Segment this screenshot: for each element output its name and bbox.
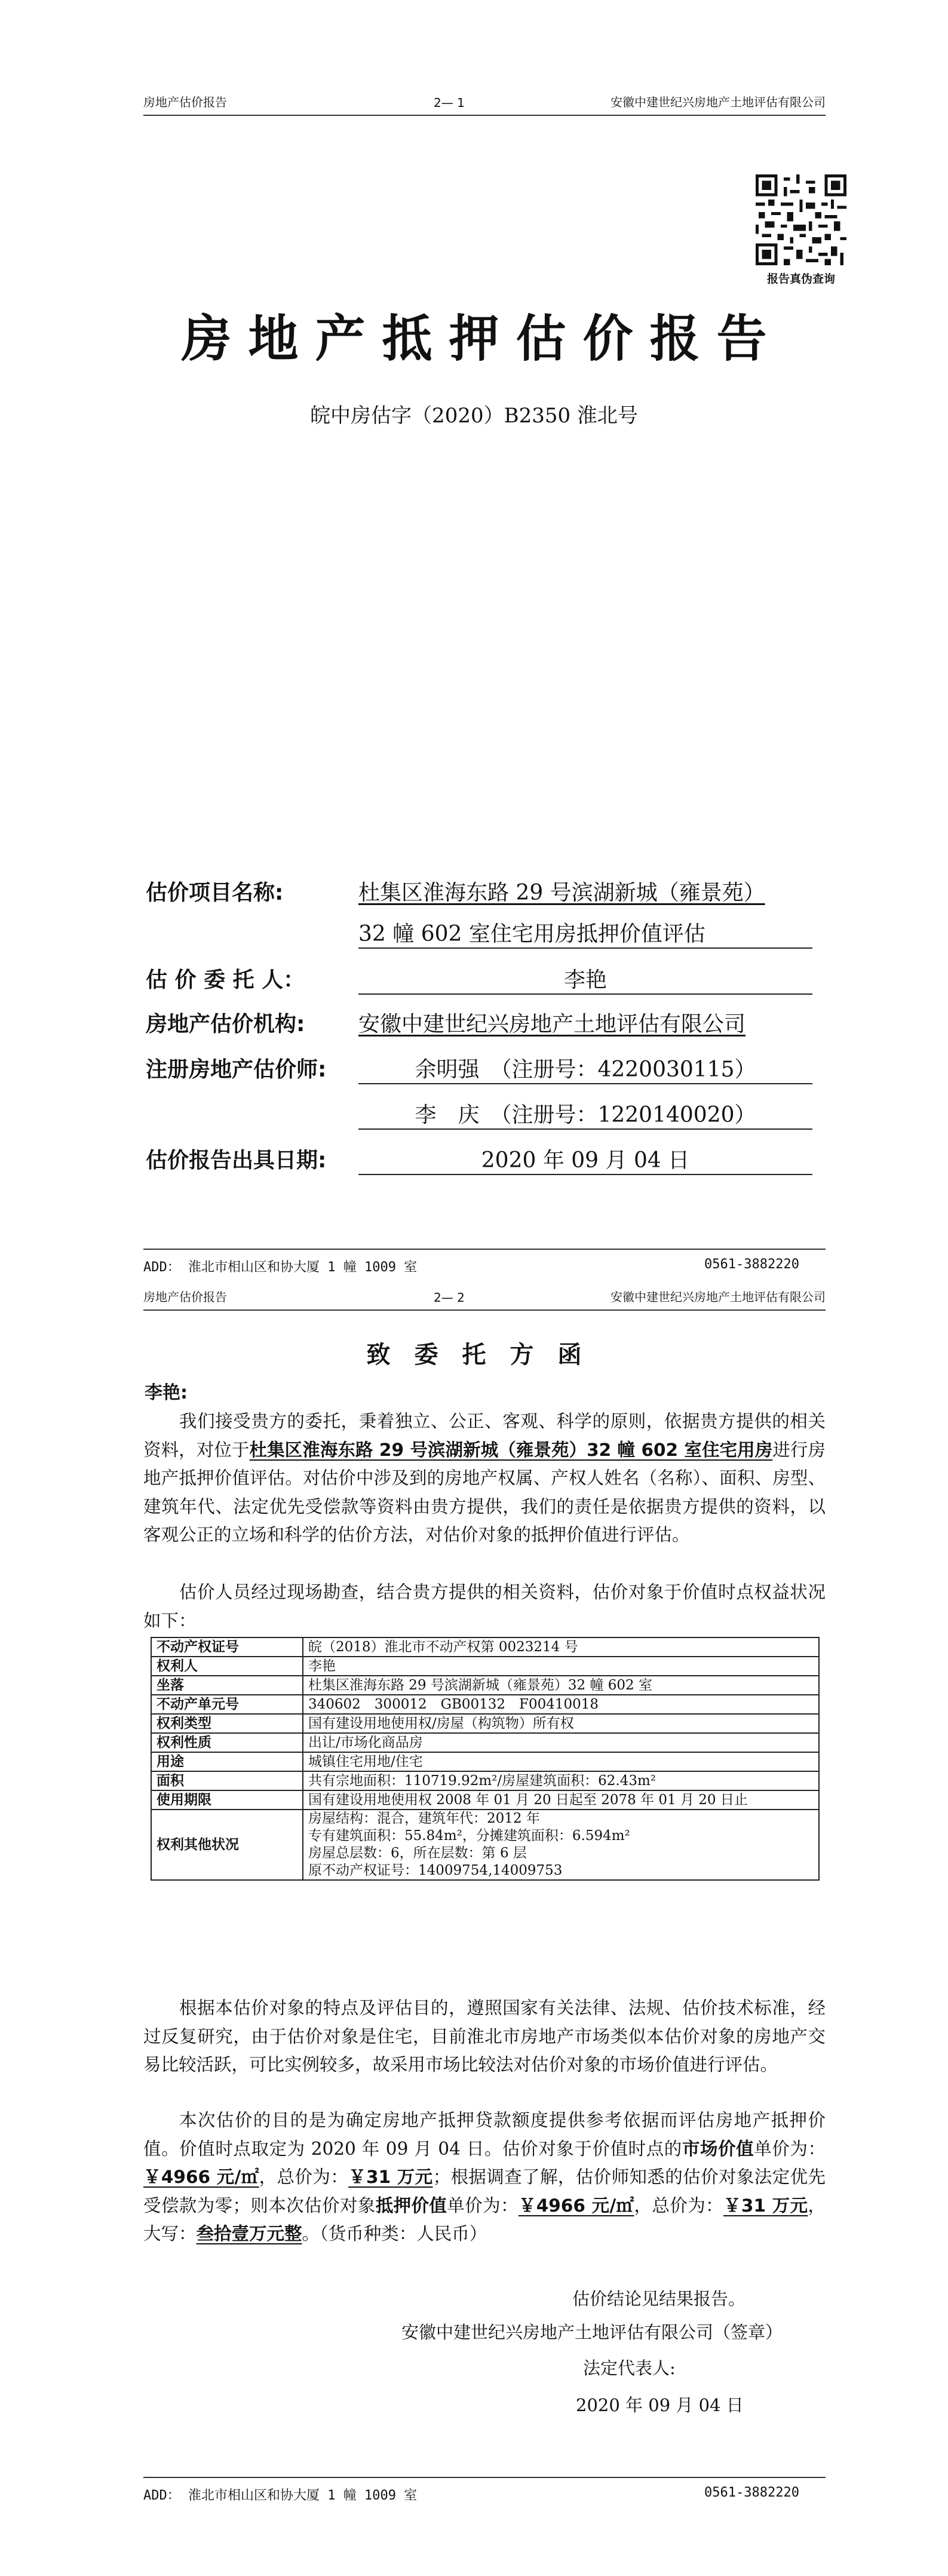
table-key: 权利类型 [151, 1714, 303, 1733]
table-key: 使用期限 [151, 1790, 303, 1810]
paragraph-4 [143, 2106, 826, 2249]
table-row [151, 1733, 819, 1752]
signing-company: 安徽中建世纪兴房地产土地评估有限公司（签章） [401, 2322, 783, 2342]
table-key: 权利其他状况 [151, 1810, 303, 1880]
project-name-label: 估价项目名称: [146, 881, 284, 905]
p4-mortgage-unit-price: ￥4966 元/㎡ [518, 2195, 634, 2216]
table-value-line: 国有建设用地使用权/房屋（构筑物）所有权 [308, 1715, 574, 1731]
client-value: 李艳 [358, 963, 812, 995]
appraiser-2: 李 庆 （注册号：1220140020） [358, 1098, 812, 1130]
table-value [303, 1771, 819, 1790]
table-value-line: 房屋结构：混合，建筑年代：2012 年 [308, 1811, 540, 1826]
p4-text-k: ，总价为： [634, 2195, 724, 2216]
table-key: 用途 [151, 1752, 303, 1771]
footer-address: ADD： 淮北市相山区和协大厦 1 幢 1009 室 [143, 2488, 418, 2503]
table-key: 权利性质 [151, 1733, 303, 1752]
project-name-line2: 32 幢 602 室住宅用房抵押价值评估 [358, 917, 812, 949]
p4-text-m: ，大写： [143, 2195, 826, 2244]
table-row [151, 1790, 819, 1810]
table-value-line: 340602 300012 GB00132 F00410018 [308, 1696, 599, 1712]
report-date-value: 2020 年 09 月 04 日 [358, 1143, 812, 1175]
table-row [151, 1637, 819, 1657]
table-value-line: 城镇住宅用地/住宅 [308, 1753, 423, 1770]
p4-text-e: ，总价为： [259, 2167, 349, 2187]
table-value-line: 国有建设用地使用权 2008 年 01 月 20 日起至 2078 年 01 月 20 日止 [308, 1792, 748, 1808]
header-left: 房地产估价报告 [143, 1290, 227, 1304]
table-row [151, 1657, 819, 1676]
table-value-line: 李艳 [308, 1658, 336, 1674]
p4-market-total-price: ￥31 万元 [348, 2167, 433, 2187]
p1-property-address: 杜集区淮海东路 29 号滨湖新城（雍景苑）32 幢 602 室住宅用房 [249, 1439, 773, 1460]
table-value [303, 1733, 819, 1752]
report-title: 房地产抵押估价报告 [181, 309, 784, 368]
table-value [303, 1790, 819, 1810]
legal-representative-label: 法定代表人: [583, 2358, 676, 2378]
table-value [303, 1695, 819, 1714]
table-value-line: 共有宗地面积：110719.92m²/房屋建筑面积：62.43m² [308, 1772, 656, 1789]
header-left: 房地产估价报告 [143, 95, 227, 109]
footer-address: ADD： 淮北市相山区和协大厦 1 幢 1009 室 [143, 1260, 418, 1275]
report-number: 皖中房估字（2020）B2350 淮北号 [310, 404, 638, 428]
appraiser-label: 注册房地产估价师: [146, 1057, 327, 1082]
p4-market-value-label: 市场价值 [682, 2138, 754, 2159]
header-page-number: 2— 1 [434, 96, 465, 110]
table-value [303, 1637, 819, 1657]
signing-date: 2020 年 09 月 04 日 [576, 2395, 744, 2415]
table-value [303, 1810, 819, 1880]
table-key: 不动产单元号 [151, 1695, 303, 1714]
p4-mortgage-total-price: ￥31 万元 [723, 2195, 808, 2216]
table-row [151, 1810, 819, 1880]
p4-amount-in-words: 叁拾壹万元整 [196, 2224, 302, 2244]
footer-phone: 0561-3882220 [704, 2485, 799, 2500]
table-key: 权利人 [151, 1657, 303, 1676]
paragraph-3: 根据本估价对象的特点及评估目的，遵照国家有关法律、法规、估价技术标准，经过反复研究，由于估价对象是住宅，目前淮北市房地产市场类似本估价对象的房地产交易比较活跃，可比实例较多，故采用市场比较法对估价对象的市场价值进行评估。 [143, 1998, 826, 2075]
p4-mortgage-value-label: 抵押价值 [375, 2195, 447, 2216]
table-value-line: 专有建筑面积：55.84m²，分摊建筑面积：6.594m² [308, 1828, 630, 1844]
appraiser-1: 余明强 （注册号：4220030115） [358, 1053, 812, 1084]
p4-text-o: 。（货币种类：人民币） [302, 2224, 487, 2244]
table-value-line: 房屋总层数：6，所在层数：第 6 层 [308, 1845, 527, 1861]
paragraph-2: 估价人员经过现场勘查，结合贵方提供的相关资料，估价对象于价值时点权益状况如下： [143, 1582, 826, 1631]
project-name-line1: 杜集区淮海东路 29 号滨湖新城（雍景苑） [358, 881, 765, 905]
header-company: 安徽中建世纪兴房地产土地评估有限公司 [610, 95, 826, 109]
table-value [303, 1657, 819, 1676]
table-value-line: 皖（2018）淮北市不动产权第 0023214 号 [308, 1639, 578, 1655]
paragraph-1 [143, 1407, 826, 1550]
p4-text-a: 本次估价的目的是为确定房地产抵押贷款额度提供参考依据而评估房地产抵押价值。价值时点取定为 2020 年 09 月 04 日。估价对象于价值时点的 [143, 2110, 826, 2159]
p4-text-g: ；根据调查了解，估价师知悉的估价对象法定优先受偿款为零；则本次估价对象 [143, 2167, 826, 2216]
table-value [303, 1714, 819, 1733]
table-value [303, 1752, 819, 1771]
table-row [151, 1695, 819, 1714]
p4-text-i: 单价为： [447, 2195, 519, 2216]
conclusion-note: 估价结论见结果报告。 [572, 2289, 746, 2309]
p1-text-a: 我们接受贵方的委托，秉着独立、公正、客观、科学的原则，依据贵方提供的相关资料，对位于 [143, 1411, 826, 1460]
table-row [151, 1676, 819, 1695]
p1-text-c: 进行房地产抵押价值评估。对估价中涉及到的房地产权属、产权人姓名（名称）、面积、房型、建筑年代、法定优先受偿款等资料由贵方提供，我们的责任是依据贵方提供的资料，以客观公正的立场和科学的估价方法，对估价对象的抵押价值进行评估。 [143, 1439, 826, 1545]
table-key: 面积 [151, 1771, 303, 1790]
table-row [151, 1752, 819, 1771]
addressee: 李艳: [145, 1382, 188, 1403]
header-page-number: 2— 2 [434, 1290, 465, 1305]
letter-title: 致委托方函 [366, 1341, 606, 1369]
table-value-line: 原不动产权证号：14009754,14009753 [308, 1863, 563, 1878]
page1-footer [143, 1249, 826, 1276]
qr-caption: 报告真伪查询 [766, 272, 835, 286]
property-info-table [151, 1637, 820, 1881]
qr-code-icon [754, 174, 848, 265]
client-label: 估 价 委 托 人： [146, 968, 305, 992]
p4-market-unit-price: ￥4966 元/㎡ [143, 2167, 259, 2187]
p4-text-c: 单价为： [754, 2138, 826, 2159]
table-row [151, 1771, 819, 1790]
page1-header [143, 91, 826, 116]
page2-footer [143, 2477, 826, 2504]
agency-label: 房地产估价机构: [146, 1012, 305, 1036]
table-row [151, 1714, 819, 1733]
table-value [303, 1676, 819, 1695]
table-value-line: 杜集区淮海东路 29 号滨湖新城（雍景苑）32 幢 602 室 [308, 1677, 652, 1693]
header-company: 安徽中建世纪兴房地产土地评估有限公司 [610, 1290, 826, 1304]
table-value-line: 出让/市场化商品房 [308, 1734, 423, 1750]
footer-phone: 0561-3882220 [704, 1257, 799, 1272]
table-key: 不动产权证号 [151, 1637, 303, 1657]
agency-value: 安徽中建世纪兴房地产土地评估有限公司 [358, 1012, 746, 1036]
report-date-label: 估价报告出具日期: [146, 1148, 327, 1173]
page2-header [143, 1286, 826, 1311]
table-key: 坐落 [151, 1676, 303, 1695]
